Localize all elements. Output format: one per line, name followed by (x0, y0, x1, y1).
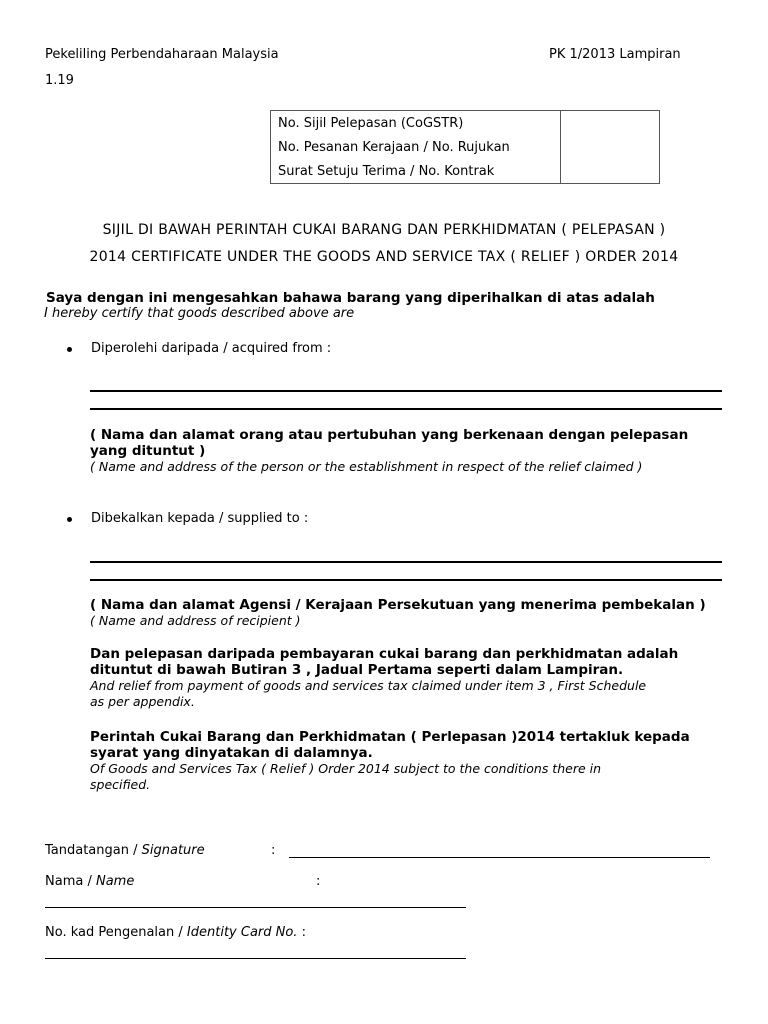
header-left: Pekeliling Perbendaharaan Malaysia (45, 47, 279, 62)
contract-number-label: Surat Setuju Terima / No. Kontrak (278, 164, 495, 179)
relief-english-1: And relief from payment of goods and services tax claimed under item 3 , First Schedule (90, 678, 647, 693)
certify-malay: Saya dengan ini mengesahkan bahawa barang yang diperihalkan di atas adalah (46, 290, 655, 306)
name-field[interactable] (45, 907, 466, 908)
title-line-2: 2014 CERTIFICATE UNDER THE GOODS AND SERVICE TAX ( RELIEF ) ORDER 2014 (89, 249, 679, 265)
signature-label (45, 843, 205, 858)
ic-label (45, 925, 306, 940)
ic-label-english: Identity Card No. (186, 925, 298, 940)
acquired-label: Diperolehi daripada / acquired from : (91, 341, 332, 356)
order-number-label: No. Pesanan Kerajaan / No. Rujukan (278, 140, 510, 155)
signature-label-english: Signature (141, 843, 205, 858)
acquired-line-2[interactable] (90, 408, 722, 410)
relief-malay-2: dituntut di bawah Butiran 3 , Jadual Pertama seperti dalam Lampiran. (90, 662, 624, 678)
signature-field[interactable] (289, 857, 710, 858)
supplied-note-english: ( Name and address of recipient ) (90, 613, 301, 628)
relief-malay-1: Dan pelepasan daripada pembayaran cukai barang dan perkhidmatan adalah (90, 646, 679, 662)
supplied-note (90, 597, 730, 629)
relief-english-2: as per appendix. (90, 694, 195, 709)
bullet-supplied (67, 517, 72, 522)
order-paragraph (90, 729, 730, 793)
name-label (45, 874, 134, 889)
ic-label-malay: No. kad Pengenalan / (45, 925, 187, 940)
supplied-line-2[interactable] (90, 579, 722, 581)
order-malay-2: syarat yang dinyatakan di dalamnya. (90, 745, 373, 761)
name-label-malay: Nama / (45, 874, 96, 889)
header-right: PK 1/2013 Lampiran (549, 47, 681, 62)
supplied-label: Dibekalkan kepada / supplied to : (91, 511, 309, 526)
supplied-note-malay: ( Nama dan alamat Agensi / Kerajaan Persekutuan yang menerima pembekalan ) (90, 597, 706, 613)
acquired-line-1[interactable] (90, 390, 722, 392)
ic-field[interactable] (45, 958, 466, 959)
bullet-acquired (67, 347, 72, 352)
certify-english: I hereby certify that goods described above are (44, 306, 355, 321)
signature-colon: : (271, 843, 276, 858)
name-label-english: Name (95, 874, 135, 889)
reference-value-cell[interactable] (561, 111, 659, 183)
relief-paragraph (90, 646, 730, 710)
order-english-1: Of Goods and Services Tax ( Relief ) Order 2014 subject to the conditions there in (90, 761, 602, 776)
order-malay-1: Perintah Cukai Barang dan Perkhidmatan ( Perlepasan )2014 tertakluk kepada (90, 729, 690, 745)
signature-label-malay: Tandatangan / (45, 843, 142, 858)
order-english-2: specified. (90, 777, 151, 792)
reference-table (270, 110, 660, 184)
acquired-note (90, 427, 730, 475)
supplied-line-1[interactable] (90, 561, 722, 563)
title-line-1: SIJIL DI BAWAH PERINTAH CUKAI BARANG DAN PERKHIDMATAN ( PELEPASAN ) (102, 222, 666, 238)
ic-colon: : (297, 925, 306, 940)
reference-labels (271, 111, 561, 183)
acquired-note-malay-1: ( Nama dan alamat orang atau pertubuhan yang berkenaan dengan pelepasan (90, 427, 689, 443)
cogstr-label: No. Sijil Pelepasan (CoGSTR) (278, 116, 464, 131)
acquired-note-malay-2: yang dituntut ) (90, 443, 206, 459)
name-colon: : (316, 874, 321, 889)
acquired-note-english: ( Name and address of the person or the establishment in respect of the relief claimed ) (90, 459, 643, 474)
section-number: 1.19 (45, 73, 74, 88)
